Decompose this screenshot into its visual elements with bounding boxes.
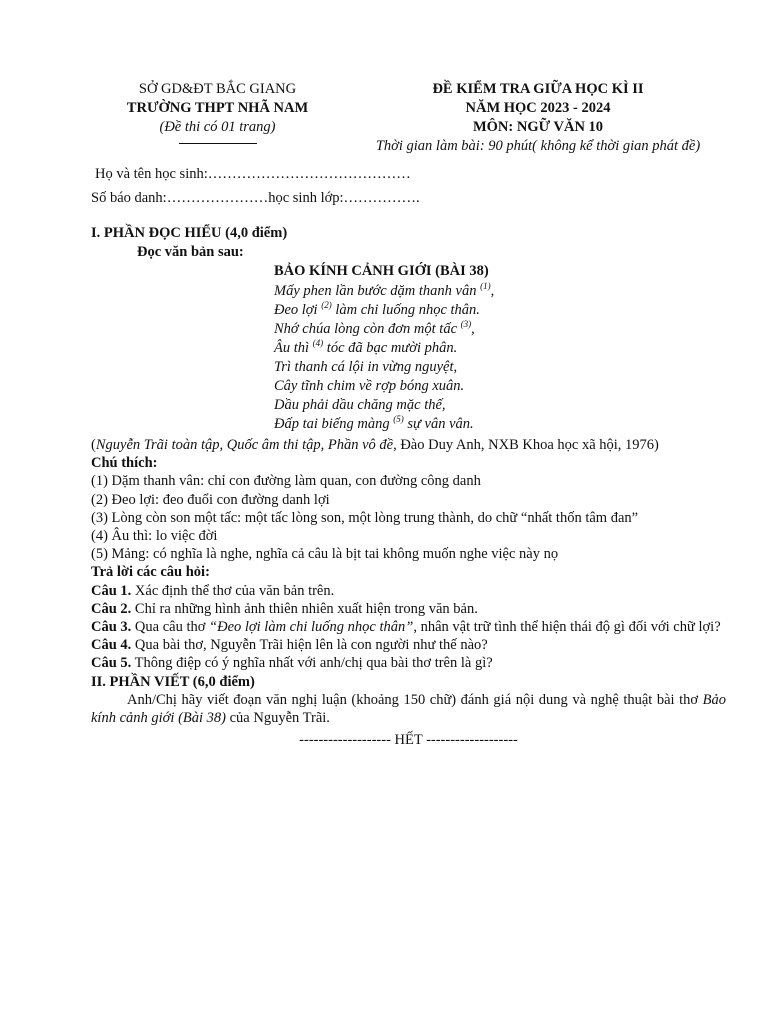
footnote-mark: (1) (480, 281, 491, 292)
poem-source: (Nguyễn Trãi toàn tập, Quốc âm thi tập, Phần vô đề, Đào Duy Anh, NXB Khoa học xã hội, 1976) (91, 437, 659, 453)
footnote-mark: (4) (312, 338, 324, 349)
end-marker: ------------------- HẾT ------------------- (299, 732, 518, 749)
poem-line: Mấy phen lần bước dặm thanh vân $^{(1)}$, (274, 281, 495, 299)
poem-title: BẢO KÍNH CẢNH GIỚI (BÀI 38) (274, 263, 489, 279)
question-3: Câu 3. Qua câu thơ “Đeo lợi làm chi luống nhọc thân”, nhân vật trữ tình thể hiện thái độ gì đối với chữ lợi? (91, 619, 721, 636)
poem-line: Đeo lợi $^{(2)}$ làm chi luống nhọc thân. (274, 300, 480, 318)
student-name-line: Họ và tên học sinh:…………………………………… (95, 166, 411, 182)
note-item: (4) Âu thì: lo việc đời (91, 528, 218, 545)
school-year: NĂM HỌC 2023 - 2024 (465, 100, 611, 116)
header-left (95, 80, 340, 144)
student-id-line: Số báo danh:…………………học sinh lớp:……………. (91, 190, 420, 206)
header-right (352, 80, 724, 156)
question-2: Câu 2. Chỉ ra những hình ảnh thiên nhiên xuất hiện trong văn bản. (91, 600, 478, 617)
note-item: (3) Lòng còn son một tấc: một tấc lòng son, một lòng trung thành, do chữ “nhất thốn tâm đan” (91, 509, 639, 526)
header-divider (179, 143, 257, 144)
notes-title: Chú thích: (91, 455, 158, 472)
writing-task: Anh/Chị hãy viết đoạn văn nghị luận (khoảng 150 chữ) đánh giá nội dung và nghệ thuật bài thơ Bảo kính cảnh giới (Bài 38) của Nguyễn Trãi. (91, 691, 726, 727)
subject: MÔN: NGỮ VĂN 10 (472, 119, 604, 135)
section2-title: II. PHẦN VIẾT (6,0 điểm) (91, 673, 255, 690)
footnote-mark: (3) (460, 319, 472, 330)
content-block (91, 436, 726, 749)
time-note: Thời gian làm bài: 90 phút( không kể thời gian phát đề) (375, 138, 701, 154)
note-item: (2) Đeo lợi: đeo đuổi con đường danh lợi (91, 491, 330, 508)
poem-line: Cây tĩnh chim về rợp bóng xuân. (274, 378, 465, 394)
poem-line: Đấp tai biếng màng $^{(5)}$ sự vân vân. (274, 414, 474, 432)
question-1: Câu 1. Xác định thể thơ của văn bản trên. (91, 582, 335, 599)
footnote-mark: (5) (393, 414, 404, 425)
poem (274, 262, 494, 434)
questions-title: Trả lời các câu hỏi: (91, 564, 210, 581)
note-item: (5) Mảng: có nghĩa là nghe, nghĩa cả câu là bịt tai không muốn nghe việc này nọ (91, 546, 559, 563)
question-4: Câu 4. Qua bài thơ, Nguyễn Trãi hiện lên là con người như thế nào? (91, 637, 488, 654)
poem-line: Âu thì $^{(4)}$ tóc đã bạc mười phân. (274, 338, 458, 356)
footnote-mark: (2) (321, 300, 332, 311)
section1-title: I. PHẦN ĐỌC HIỂU (4,0 điểm) (91, 225, 288, 241)
pages-note: (Đề thi có 01 trang) (159, 119, 276, 135)
question-5: Câu 5. Thông điệp có ý nghĩa nhất với anh/chị qua bài thơ trên là gì? (91, 655, 493, 672)
poem-line: Trì thanh cá lội in vừng nguyệt, (274, 359, 458, 375)
exam-title: ĐỀ KIỂM TRA GIỮA HỌC KÌ II (432, 81, 644, 97)
poem-line: Dầu phải dầu chăng mặc thế, (274, 397, 446, 413)
note-item: (1) Dặm thanh vân: chỉ con đường làm quan, con đường công danh (91, 473, 481, 490)
poem-line: Nhớ chúa lòng còn đơn một tấc $^{(3)}$, (274, 319, 475, 337)
department-name: SỞ GD&ĐT BẮC GIANG (138, 81, 297, 97)
school-name: TRƯỜNG THPT NHÃ NAM (126, 100, 309, 116)
reading-instruction: Đọc văn bản sau: (137, 244, 244, 260)
